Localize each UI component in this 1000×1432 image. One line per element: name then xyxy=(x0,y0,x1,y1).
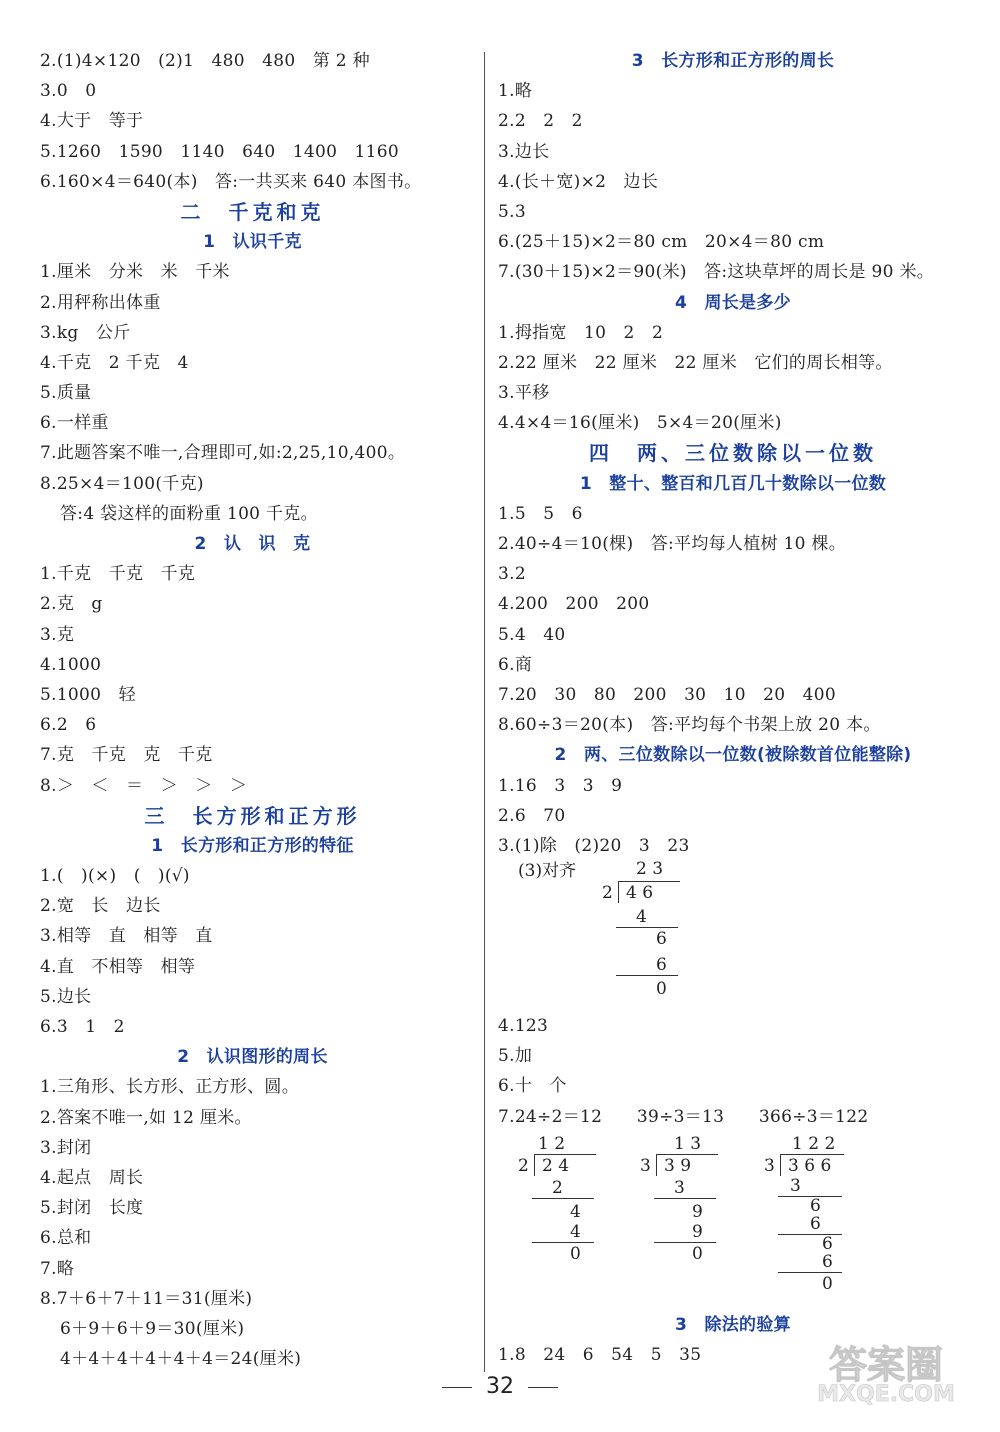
answer-line: 5.封闭 长度 xyxy=(40,1198,144,1219)
step: 6 xyxy=(822,1233,833,1254)
section-title: 2 两、三位数除以一位数(被除数首位能整除) xyxy=(554,745,912,766)
answer-line: 7.此题答案不唯一,合理即可,如:2,25,10,400。 xyxy=(40,443,406,464)
remainder: 0 xyxy=(692,1243,703,1264)
answer-line: 7.略 xyxy=(40,1258,75,1279)
answer-line: 6.总和 xyxy=(40,1228,92,1249)
section-title: 3 除法的验算 xyxy=(675,1314,791,1335)
answer-line: 6.商 xyxy=(498,654,533,675)
division-bar xyxy=(780,1154,844,1155)
answer-line: 2.克 g xyxy=(40,594,103,615)
section-title: 2 认识图形的周长 xyxy=(177,1047,328,1068)
long-division-a xyxy=(498,861,968,1011)
answer-line: 5.1260 1590 1140 640 1400 1160 xyxy=(40,141,399,162)
step-bar xyxy=(654,1198,716,1199)
answer-line: 4.(长＋宽)×2 边长 xyxy=(498,171,659,192)
answer-line: 1.16 3 3 9 xyxy=(498,775,623,796)
answer-line: 1.厘米 分米 米 千米 xyxy=(40,262,230,283)
answer-line: 5.1000 轻 xyxy=(40,684,136,705)
section-title: 1 整十、整百和几百几十数除以一位数 xyxy=(579,473,887,494)
step: 2 xyxy=(552,1177,563,1198)
remainder: 0 xyxy=(570,1243,581,1264)
answer-line: 2.6 70 xyxy=(498,805,566,826)
step: 3 xyxy=(674,1177,685,1198)
answer-line: 7.20 30 80 200 30 10 20 400 xyxy=(498,684,837,705)
page-number-dash xyxy=(442,1387,472,1388)
quotient: 2 3 xyxy=(636,859,664,880)
long-division-group xyxy=(498,1132,968,1310)
answer-line: 4.起点 周长 xyxy=(40,1167,144,1188)
dividend: 4 6 xyxy=(626,883,654,904)
quotient: 1 3 xyxy=(674,1133,702,1154)
answer-line: 1.拇指宽 10 2 2 xyxy=(498,322,664,343)
answer-line: 6.3 1 2 xyxy=(40,1017,125,1037)
watermark-url: MXQE.COM xyxy=(817,1382,955,1407)
dividend: 3 6 6 xyxy=(788,1155,832,1176)
step: 3 xyxy=(790,1175,801,1196)
answer-line: 4.千克 2 千克 4 xyxy=(40,352,189,373)
answer-line: 4.4×4＝16(厘米) 5×4＝20(厘米) xyxy=(498,413,782,434)
step: 6 xyxy=(810,1213,821,1234)
left-column xyxy=(40,46,465,1374)
division-bar xyxy=(656,1154,718,1155)
dividend: 3 9 xyxy=(664,1155,692,1176)
section-title: 1 长方形和正方形的特征 xyxy=(151,835,354,856)
answer-line: 1.三角形、长方形、正方形、圆。 xyxy=(40,1077,300,1098)
step-bar xyxy=(654,1242,716,1243)
step-bar xyxy=(616,975,678,976)
answer-line: 3.边长 xyxy=(498,141,550,162)
step-bar xyxy=(778,1272,842,1273)
answer-line: 5.边长 xyxy=(40,986,92,1007)
answer-line: 2.22 厘米 22 厘米 22 厘米 它们的周长相等。 xyxy=(498,352,893,373)
answer-line: 6.十 个 xyxy=(498,1076,567,1097)
remainder: 0 xyxy=(656,979,667,1000)
answer-line: 6＋9＋6＋9＝30(厘米) xyxy=(60,1318,245,1339)
answer-line: 3.平移 xyxy=(498,383,550,404)
answer-line: 答:4 袋这样的面粉重 100 千克。 xyxy=(60,503,318,524)
answer-line: 8.60÷3＝20(本) 答:平均每个书架上放 20 本。 xyxy=(498,715,881,736)
answer-line: 1.8 24 6 54 5 35 xyxy=(498,1345,702,1365)
answer-line: 2.40÷4＝10(棵) 答:平均每人植树 10 棵。 xyxy=(498,534,847,554)
answer-line: 8.7＋6＋7＋11＝31(厘米) xyxy=(40,1288,253,1309)
quotient: 1 2 xyxy=(538,1133,566,1154)
answer-line: 6.160×4＝640(本) 答:一共买来 640 本图书。 xyxy=(40,171,422,192)
unit-title: 三 长方形和正方形 xyxy=(144,803,361,828)
answer-line: 2.2 2 2 xyxy=(498,111,583,132)
division-bracket xyxy=(534,1154,535,1176)
answer-line: 2.宽 长 边长 xyxy=(40,896,161,917)
answer-line: 5.加 xyxy=(498,1046,533,1067)
answer-line: 2.答案不唯一,如 12 厘米。 xyxy=(40,1107,252,1128)
step: 6 xyxy=(656,955,667,976)
section-title: 3 长方形和正方形的周长 xyxy=(631,51,835,71)
divisor: 3 xyxy=(764,1155,775,1176)
answer-line: 1.( )(×) ( )(√) xyxy=(40,866,190,887)
answer-line: 1.略 xyxy=(498,81,533,102)
answer-line: 3.相等 直 相等 直 xyxy=(40,926,213,947)
answer-line: 2.(1)4×120 (2)1 480 480 第 2 种 xyxy=(40,51,370,71)
page-number-dash xyxy=(528,1387,558,1388)
division-bar xyxy=(534,1154,596,1155)
right-column xyxy=(498,46,968,1370)
step: 4 xyxy=(570,1201,581,1222)
step-bar xyxy=(616,927,678,928)
step: 6 xyxy=(656,929,667,950)
unit-title: 四 两、三位数除以一位数 xyxy=(589,441,877,466)
division-bracket xyxy=(656,1154,657,1176)
answer-line: 4.大于 等于 xyxy=(40,111,144,132)
answer-line: 1.5 5 6 xyxy=(498,503,583,524)
answer-line: 3.kg 公斤 xyxy=(40,322,131,343)
section-title: 2 认 识 克 xyxy=(194,534,311,554)
step: 6 xyxy=(810,1195,821,1216)
column-divider xyxy=(484,52,485,1372)
dividend: 2 4 xyxy=(542,1155,570,1176)
division-bracket xyxy=(780,1154,781,1176)
answer-line: 3.(1)除 (2)20 3 23 xyxy=(498,835,690,856)
watermark-logo xyxy=(786,1334,986,1414)
answer-line: 8.＞ ＜ ＝ ＞ ＞ ＞ xyxy=(40,775,248,796)
answer-line: 6.(25＋15)×2＝80 cm 20×4＝80 cm xyxy=(498,232,825,253)
divisor: 2 xyxy=(518,1155,529,1176)
answer-line: 5.质量 xyxy=(40,383,92,404)
watermark-text: 答案圈 xyxy=(828,1343,943,1387)
divisor: 2 xyxy=(602,883,613,904)
step-bar xyxy=(532,1198,594,1199)
answer-line: 3.克 xyxy=(40,624,75,645)
answer-line: 3.0 0 xyxy=(40,81,97,102)
answer-line: 8.25×4＝100(千克) xyxy=(40,473,204,494)
answer-line: 3.2 xyxy=(498,564,526,585)
step: 6 xyxy=(822,1251,833,1272)
section-title: 1 认识千克 xyxy=(203,232,302,253)
page-number-text: 32 xyxy=(486,1374,514,1399)
answer-line: 3.封闭 xyxy=(40,1137,92,1158)
division-bracket xyxy=(618,881,619,903)
answer-label: (3)对齐 xyxy=(518,861,577,882)
step: 4 xyxy=(636,907,647,928)
quotient: 1 2 2 xyxy=(792,1133,836,1154)
answer-line: 1.千克 千克 千克 xyxy=(40,564,196,585)
answer-line: 4＋4＋4＋4＋4＋4＝24(厘米) xyxy=(60,1349,302,1370)
divisor: 3 xyxy=(640,1155,651,1176)
step: 4 xyxy=(570,1221,581,1242)
section-title: 4 周长是多少 xyxy=(675,292,791,313)
answer-line: 5.4 40 xyxy=(498,624,566,645)
answer-line: 4.直 不相等 相等 xyxy=(40,956,196,977)
unit-title: 二 千克和克 xyxy=(180,199,325,224)
answer-line: 7.24÷2＝12 39÷3＝13 366÷3＝122 xyxy=(498,1106,869,1127)
answer-line: 4.1000 xyxy=(40,654,102,675)
step: 9 xyxy=(692,1221,703,1242)
division-bar xyxy=(618,881,680,882)
answer-line: 4.200 200 200 xyxy=(498,594,650,615)
answer-line: 6.一样重 xyxy=(40,413,109,434)
step-bar xyxy=(532,1242,594,1243)
step: 9 xyxy=(692,1201,703,1222)
answer-line: 6.2 6 xyxy=(40,715,97,736)
answer-line: 2.用秤称出体重 xyxy=(40,292,161,313)
answer-line: 5.3 xyxy=(498,201,526,222)
remainder: 0 xyxy=(822,1273,833,1294)
answer-line: 7.克 千克 克 千克 xyxy=(40,745,213,766)
answer-line: 7.(30＋15)×2＝90(米) 答:这块草坪的周长是 90 米。 xyxy=(498,262,935,283)
answer-line: 4.123 xyxy=(498,1016,549,1037)
